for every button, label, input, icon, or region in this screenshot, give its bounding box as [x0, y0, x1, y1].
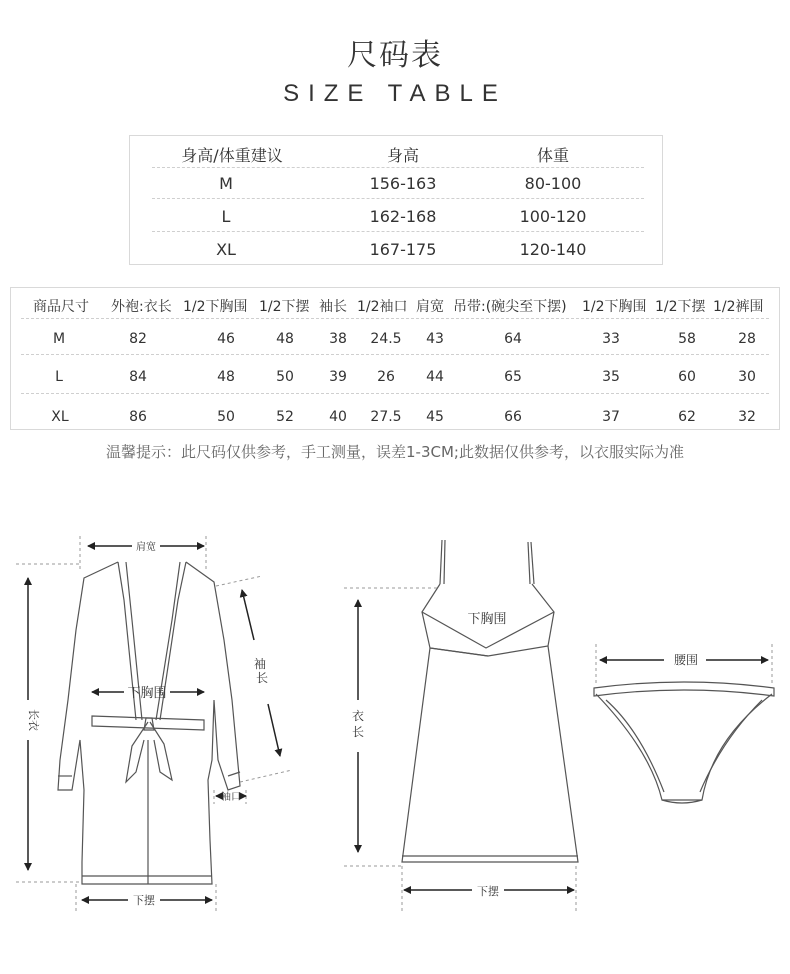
measure-cell: 30 — [738, 369, 756, 385]
measure-cell: 28 — [738, 331, 756, 347]
slip-arrows — [358, 600, 574, 890]
measure-cell: 50 — [276, 369, 294, 385]
measure-cell: 82 — [129, 331, 147, 347]
measure-header-cell: 1/2下胸围 — [582, 299, 647, 315]
measure-cell: 65 — [504, 369, 522, 385]
measure-table-row — [21, 355, 769, 394]
robe-sleeve-label: 袖 — [253, 657, 267, 671]
robe-hem-label: 下摆 — [133, 894, 155, 907]
measure-cell: 45 — [426, 409, 444, 425]
panty-diagram — [594, 682, 774, 803]
measure-table-header — [21, 288, 769, 319]
fit-header-cell: 体重 — [536, 146, 569, 165]
measure-table-row — [21, 394, 769, 428]
measure-cell: 50 — [217, 409, 235, 425]
page-title-cn: 尺码表 — [347, 38, 443, 73]
fit-header-cell: 身高/体重建议 — [181, 146, 283, 165]
measure-cell: 40 — [329, 409, 347, 425]
measure-cell: 46 — [217, 331, 235, 347]
robe-shoulder-label: 肩宽 — [136, 542, 156, 553]
measurement-diagram — [0, 520, 790, 974]
measure-cell: 33 — [602, 331, 620, 347]
robe-length-label: 长衣 — [27, 709, 40, 731]
robe-diagram — [58, 562, 240, 884]
fit-size-cell: M — [219, 174, 233, 193]
size-note: 温馨提示：此尺码仅供参考，手工测量，误差1-3CM;此数据仅供参考，以衣服实际为准 — [106, 443, 684, 461]
slip-hem-label: 下摆 — [477, 885, 499, 898]
measure-cell: 26 — [377, 369, 395, 385]
fit-header-cell: 身高 — [386, 146, 419, 165]
measure-cell: 48 — [276, 331, 294, 347]
measure-cell: M — [52, 331, 66, 347]
robe-guides — [16, 536, 292, 912]
measure-cell: L — [55, 369, 63, 385]
robe-chest-label: 下胸围 — [127, 686, 167, 701]
measure-header-cell: 1/2下摆 — [655, 299, 706, 315]
measure-cell: 35 — [602, 369, 620, 385]
panty-waist-label: 腰围 — [673, 653, 699, 667]
measure-cell: 52 — [276, 409, 294, 425]
measure-header-cell: 商品尺寸 — [33, 299, 89, 315]
measure-header-cell: 1/2裤围 — [713, 299, 764, 315]
measure-cell: 32 — [738, 409, 756, 425]
measure-cell: 86 — [129, 409, 147, 425]
robe-cuff-label: 袖口 — [221, 792, 241, 803]
slip-length-label: 衣 — [351, 709, 365, 723]
fit-table — [129, 135, 663, 265]
slip-guides — [344, 588, 576, 912]
fit-size-cell: XL — [216, 240, 236, 259]
fit-weight-cell: 80-100 — [524, 174, 582, 193]
measure-header-cell: 肩宽 — [416, 299, 444, 315]
fit-height-cell: 162-168 — [369, 207, 437, 226]
measure-table-row — [21, 319, 769, 355]
fit-table-header — [152, 137, 644, 168]
measure-cell: 44 — [426, 369, 444, 385]
measure-cell: 48 — [217, 369, 235, 385]
measure-cell: 24.5 — [370, 331, 402, 347]
measure-table — [10, 287, 780, 430]
measure-cell: 60 — [678, 369, 696, 385]
fit-size-cell: L — [221, 207, 231, 226]
measure-header-cell: 袖长 — [319, 299, 347, 315]
measure-cell: 38 — [329, 331, 347, 347]
measure-header-cell: 1/2下胸围 — [183, 299, 248, 315]
fit-table-row — [152, 234, 644, 264]
measure-cell: 66 — [504, 409, 522, 425]
measure-header-cell: 吊带:(碗尖至下摆) — [453, 299, 567, 315]
page-title-en: SIZE TABLE — [283, 80, 507, 107]
measure-cell: 43 — [426, 331, 444, 347]
fit-table-row — [152, 168, 644, 199]
measure-cell: 27.5 — [370, 409, 402, 425]
fit-height-cell: 156-163 — [369, 174, 437, 193]
fit-weight-cell: 120-140 — [519, 240, 587, 259]
fit-height-cell: 167-175 — [369, 240, 437, 259]
robe-arrows — [28, 546, 280, 900]
fit-table-row — [152, 201, 644, 232]
fit-weight-cell: 100-120 — [519, 207, 587, 226]
measure-header-cell: 1/2袖口 — [357, 299, 408, 315]
measure-cell: 39 — [329, 369, 347, 385]
measure-cell: 64 — [504, 331, 522, 347]
robe-sleeve-label: 长 — [255, 671, 269, 685]
measure-cell: 84 — [129, 369, 147, 385]
measure-cell: XL — [51, 409, 69, 425]
measure-header-cell: 1/2下摆 — [259, 299, 310, 315]
measure-cell: 62 — [678, 409, 696, 425]
slip-chest-label: 下胸围 — [467, 612, 507, 627]
measure-cell: 58 — [678, 331, 696, 347]
measure-header-cell: 外袍:衣长 — [111, 299, 172, 315]
slip-length-label: 长 — [351, 725, 365, 739]
measure-cell: 37 — [602, 409, 620, 425]
